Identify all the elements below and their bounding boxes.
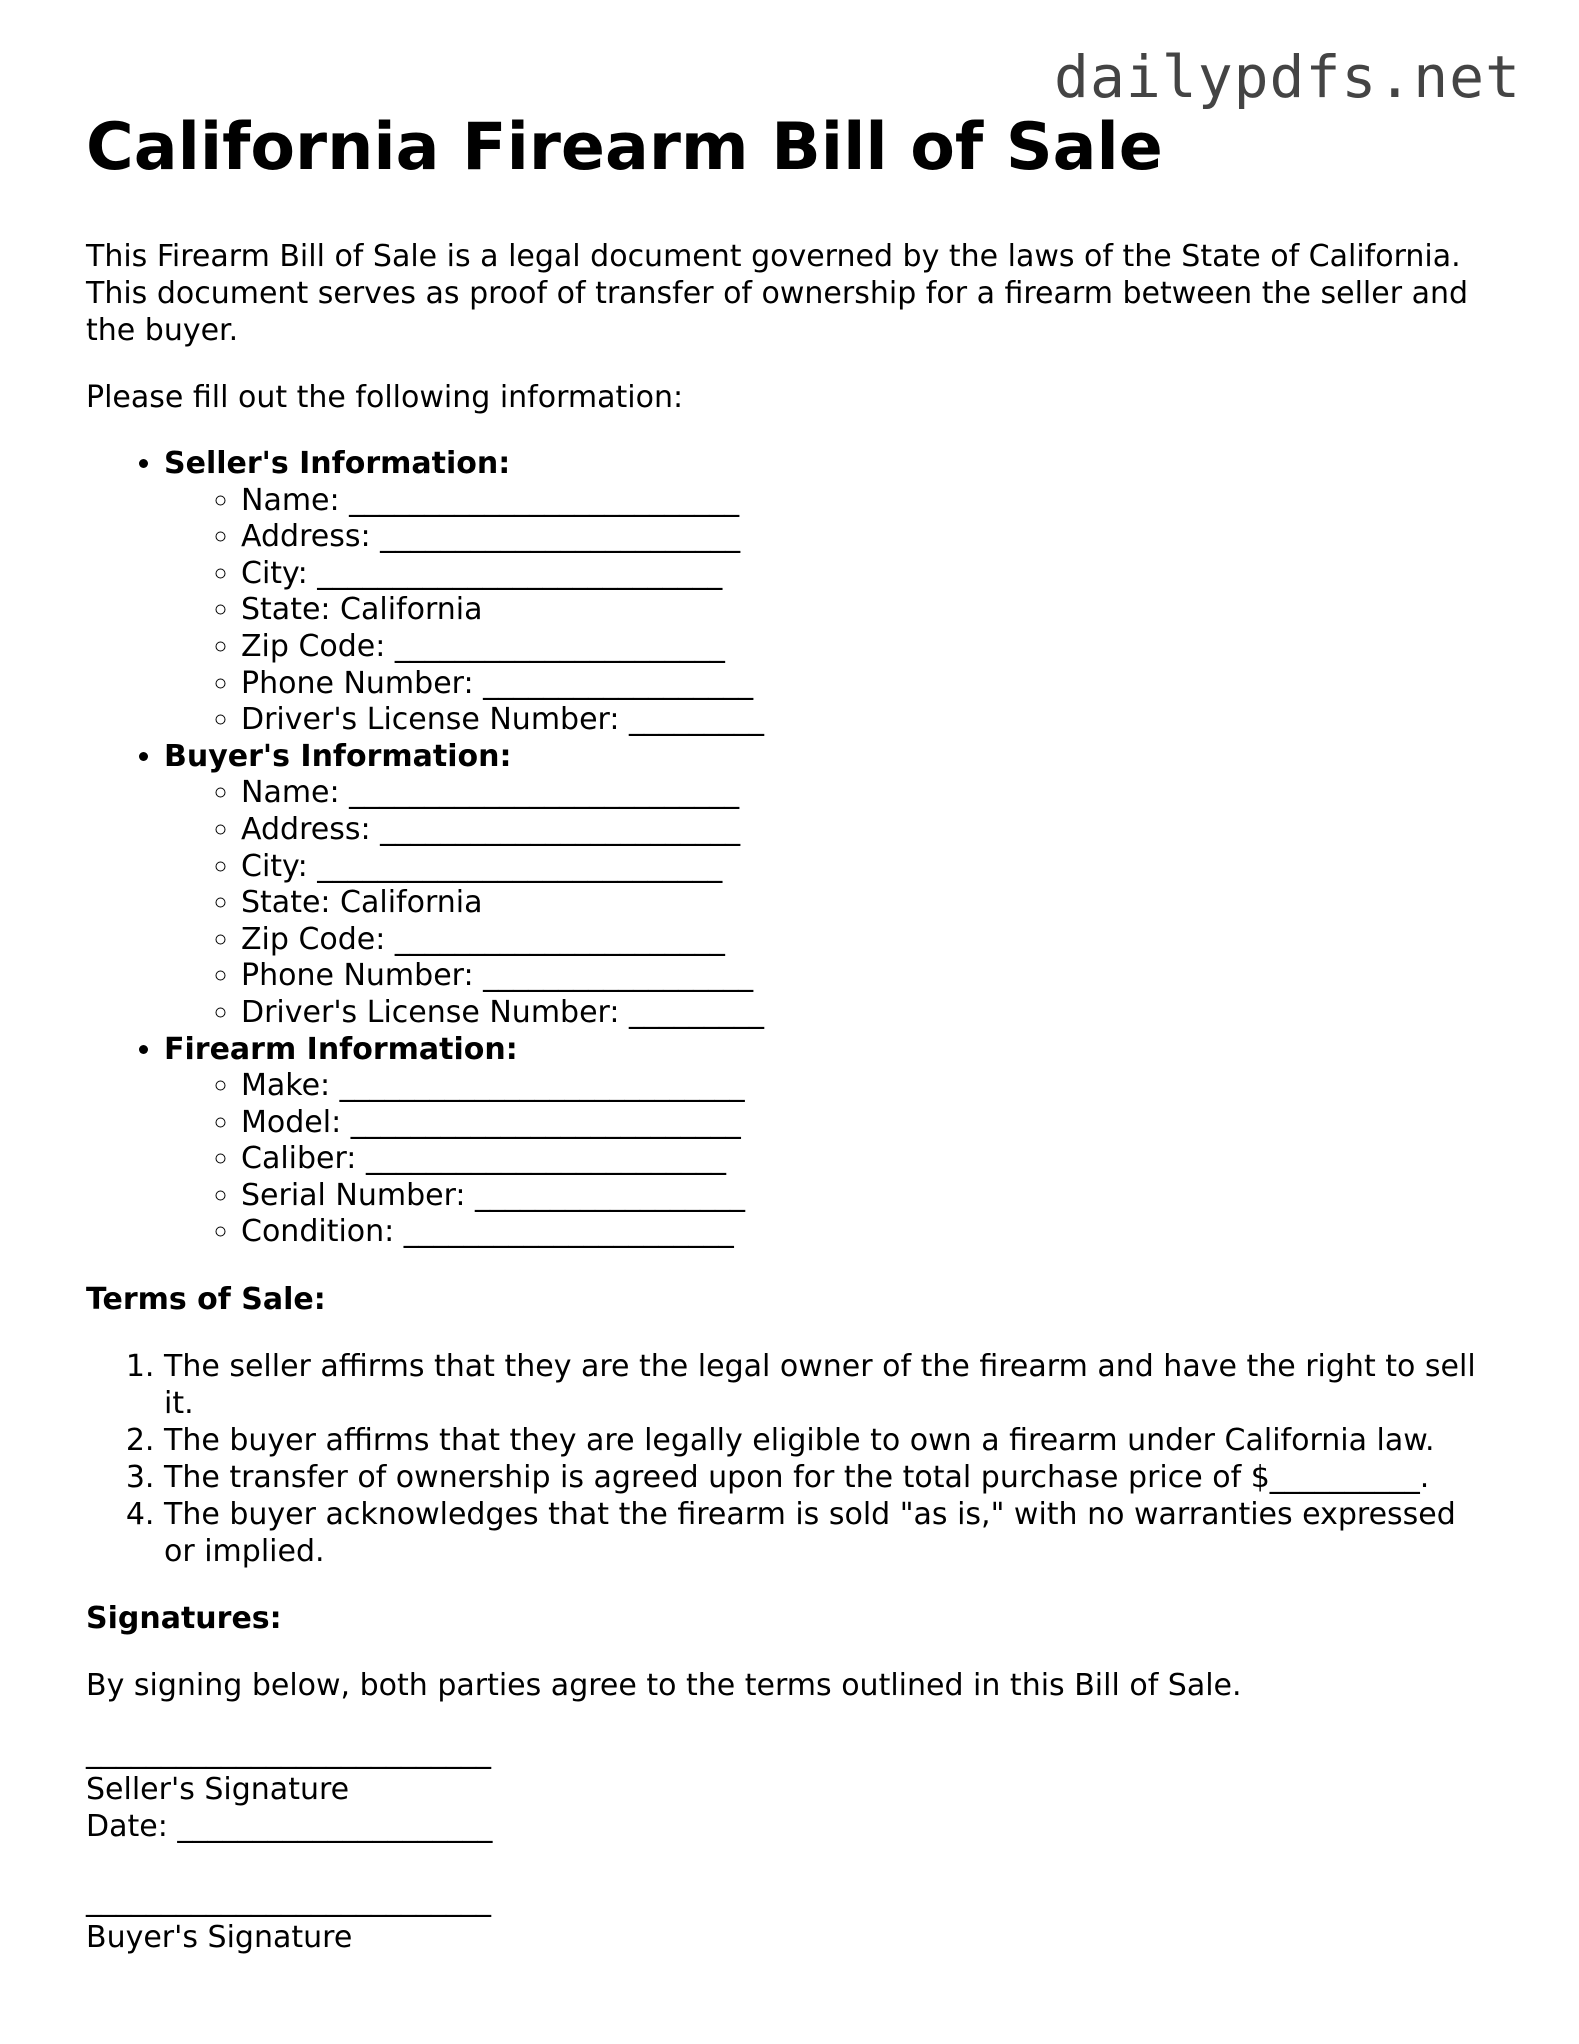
buyer-name-field: ◦ Name: __________________________: [241, 775, 1496, 812]
terms-heading: Terms of Sale:: [86, 1282, 326, 1318]
buyer-city-field: ◦ City: ___________________________: [241, 849, 1496, 886]
field-list: [164, 483, 1496, 739]
term-item: 2. The buyer affirms that they are legally eligible to own a firearm under California law.: [164, 1422, 1496, 1459]
buyer-signature-line: ___________________________: [86, 1883, 491, 1919]
field-list: [164, 775, 1496, 1031]
intro-paragraph: This Firearm Bill of Sale is a legal document governed by the laws of the State of California. This document serves as proof of transfer of ownership for a firearm between the seller and the buyer.: [86, 239, 1469, 348]
term-item: 3. The transfer of ownership is agreed upon for the total purchase price of $__________.: [164, 1459, 1496, 1496]
signatures-heading: Signatures:: [86, 1601, 282, 1637]
buyer-address-field: ◦ Address: ________________________: [241, 812, 1496, 849]
seller-city-field: ◦ City: ___________________________: [241, 556, 1496, 593]
page-title: California Firearm Bill of Sale: [86, 110, 1163, 185]
seller-state-field: ◦ State: California: [241, 592, 1496, 629]
firearm-caliber-field: ◦ Caliber: ________________________: [241, 1141, 1496, 1178]
seller-zip-field: ◦ Zip Code: ______________________: [241, 629, 1496, 666]
signatures-text: By signing below, both parties agree to the terms outlined in this Bill of Sale.: [86, 1668, 1242, 1704]
seller-signature-block: [86, 1734, 1496, 1845]
term-item: 4. The buyer acknowledges that the firearm is sold "as is," with no warranties expressed or implied.: [164, 1496, 1496, 1570]
section-buyer: [164, 739, 1496, 1032]
document-page: [86, 110, 1496, 1956]
term-item: 1. The seller affirms that they are the legal owner of the firearm and have the right to sell it.: [164, 1348, 1496, 1422]
buyer-phone-field: ◦ Phone Number: __________________: [241, 958, 1496, 995]
info-sections: [86, 446, 1496, 1251]
seller-date-field: Date: _____________________: [86, 1809, 493, 1845]
section-firearm: [164, 1032, 1496, 1252]
firearm-serial-field: ◦ Serial Number: __________________: [241, 1178, 1496, 1215]
firearm-model-field: ◦ Model: __________________________: [241, 1105, 1496, 1142]
seller-signature-line: ___________________________: [86, 1735, 491, 1771]
seller-phone-field: ◦ Phone Number: __________________: [241, 666, 1496, 703]
buyer-signature-block: [86, 1882, 1496, 1956]
field-list: [164, 1068, 1496, 1251]
section-seller: [164, 446, 1496, 739]
buyer-zip-field: ◦ Zip Code: ______________________: [241, 922, 1496, 959]
firearm-make-field: ◦ Make: ___________________________: [241, 1068, 1496, 1105]
seller-name-field: ◦ Name: __________________________: [241, 483, 1496, 520]
section-title: Buyer's Information:: [164, 738, 512, 774]
seller-license-field: ◦ Driver's License Number: _________: [241, 702, 1496, 739]
buyer-signature-label: Buyer's Signature: [86, 1920, 353, 1956]
section-title: Seller's Information:: [164, 446, 511, 481]
firearm-condition-field: ◦ Condition: ______________________: [241, 1214, 1496, 1251]
buyer-license-field: ◦ Driver's License Number: _________: [241, 995, 1496, 1032]
section-title: Firearm Information:: [164, 1031, 518, 1067]
seller-address-field: ◦ Address: ________________________: [241, 519, 1496, 556]
seller-signature-label: Seller's Signature: [86, 1772, 350, 1808]
terms-list: [86, 1348, 1496, 1570]
watermark: dailypdfs.net: [1054, 43, 1521, 111]
buyer-state-field: ◦ State: California: [241, 885, 1496, 922]
fill-prompt: Please fill out the following information:: [86, 380, 684, 415]
